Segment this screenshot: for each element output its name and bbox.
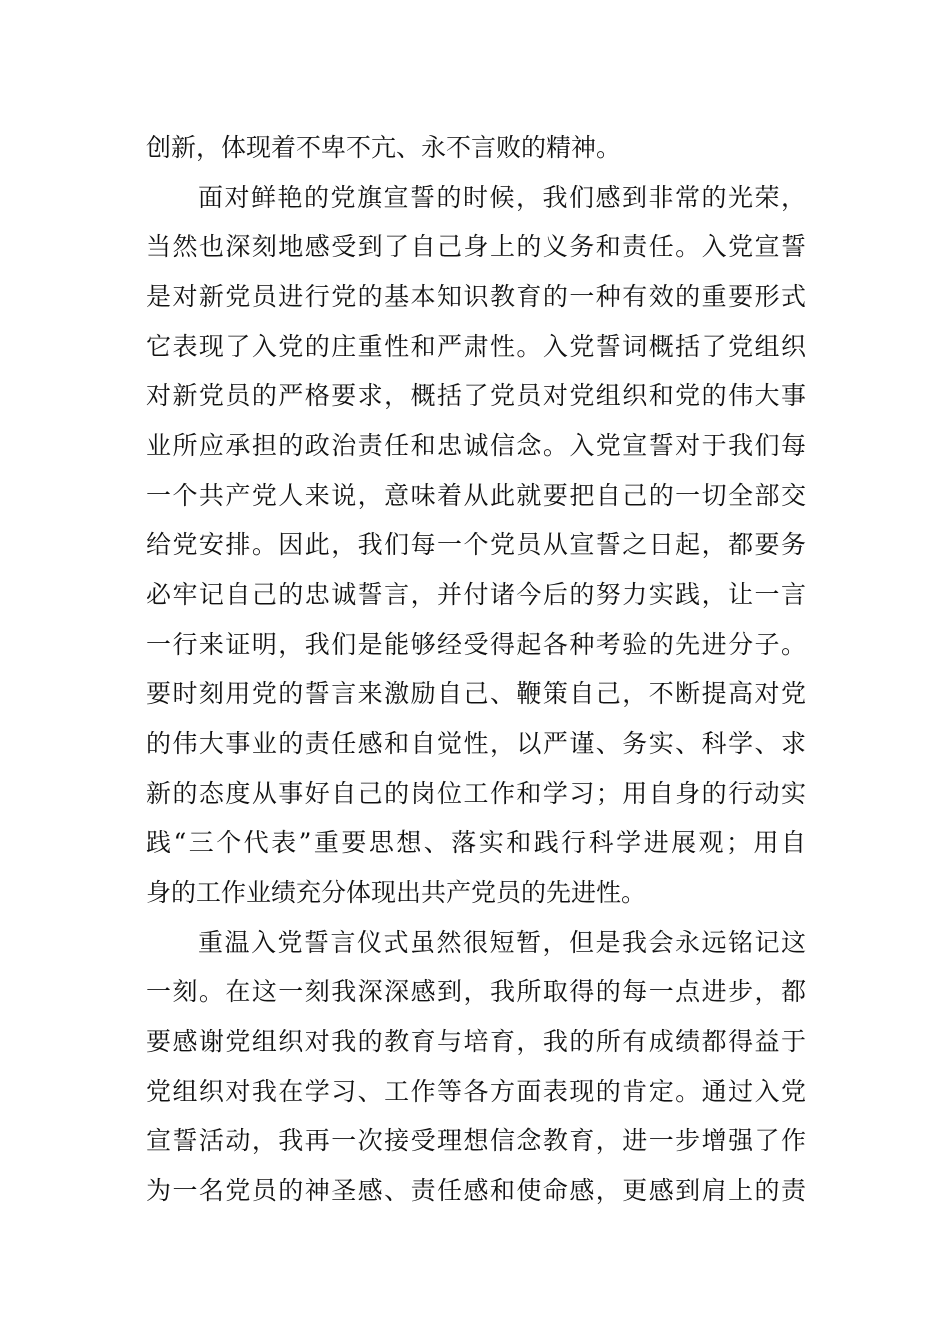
text-line: 要感谢党组织对我的教育与培育，我的所有成绩都得益于 xyxy=(146,1027,806,1056)
text-line: 为一名党员的神圣感、责任感和使命感，更感到肩上的责 xyxy=(146,1176,806,1205)
text-line: 践“三个代表”重要思想、落实和践行科学进展观；用自 xyxy=(146,828,806,857)
text-line: 党组织对我在学习、工作等各方面表现的肯定。通过入党 xyxy=(146,1077,806,1106)
text-line: 宣誓活动，我再一次接受理想信念教育，进一步增强了作 xyxy=(146,1126,806,1155)
text-line: 必牢记自己的忠诚誓言，并付诸今后的努力实践，让一言 xyxy=(146,580,806,609)
text-line: 创新，体现着不卑不亢、永不言败的精神。 xyxy=(146,133,622,162)
text-line: 身的工作业绩充分体现出共产党员的先进性。 xyxy=(146,878,647,907)
text-line: 是对新党员进行党的基本知识教育的一种有效的重要形式 xyxy=(146,282,806,311)
paragraph-start-line: 重温入党誓言仪式虽然很短暂，但是我会永远铭记这 xyxy=(198,928,806,957)
text-line: 对新党员的严格要求，概括了党员对党组织和党的伟大事 xyxy=(146,381,806,410)
text-line: 一个共产党人来说，意味着从此就要把自己的一切全部交 xyxy=(146,481,806,510)
text-line: 一行来证明，我们是能够经受得起各种考验的先进分子。 xyxy=(146,630,806,659)
text-line: 它表现了入党的庄重性和严肃性。入党誓词概括了党组织 xyxy=(146,332,806,361)
text-line: 当然也深刻地感受到了自己身上的义务和责任。入党宣誓 xyxy=(146,232,806,261)
text-line: 一刻。在这一刻我深深感到，我所取得的每一点进步，都 xyxy=(146,977,806,1006)
text-line: 要时刻用党的誓言来激励自己、鞭策自己，不断提高对党 xyxy=(146,679,806,708)
text-line: 新的态度从事好自己的岗位工作和学习；用自身的行动实 xyxy=(146,779,806,808)
text-line: 给党安排。因此，我们每一个党员从宣誓之日起，都要务 xyxy=(146,530,806,559)
paragraph-start-line: 面对鲜艳的党旗宣誓的时候，我们感到非常的光荣， xyxy=(198,183,806,212)
text-line: 的伟大事业的责任感和自觉性，以严谨、务实、科学、求 xyxy=(146,729,806,758)
text-line: 业所应承担的政治责任和忠诚信念。入党宣誓对于我们每 xyxy=(146,431,806,460)
